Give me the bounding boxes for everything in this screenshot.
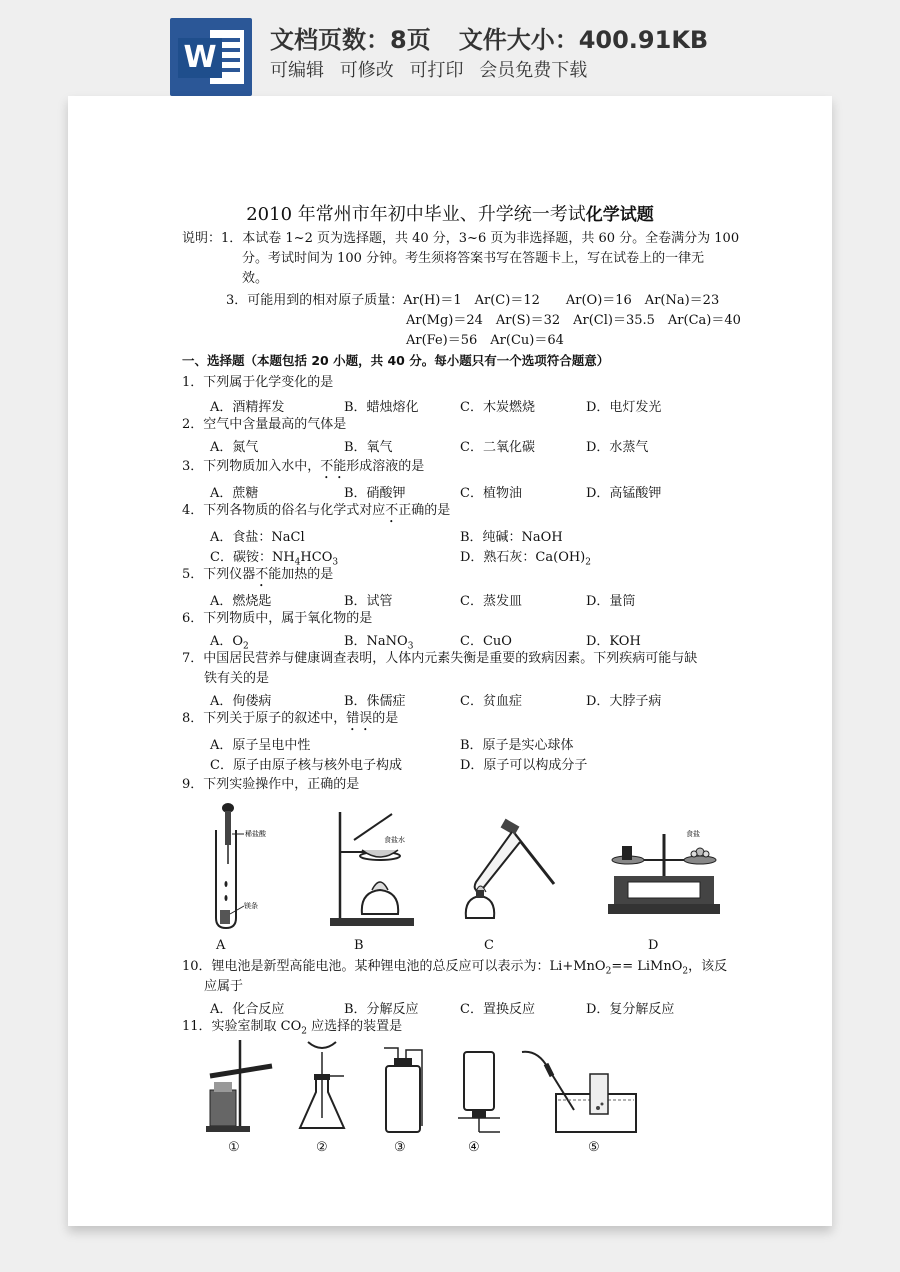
feature-printable: 可打印 — [409, 60, 464, 81]
option-b: B．原子是实心球体 — [460, 738, 574, 753]
notes-line: 说明：1．本试卷 1~2 页为选择题，共 40 分，3~6 页为非选择题，共 60 分。全卷满分为 100 — [182, 231, 740, 246]
question-stem — [182, 566, 333, 590]
emphasis-text: 错误 — [346, 711, 373, 726]
question-stem — [182, 458, 424, 482]
question-stem — [182, 502, 450, 526]
formula-text: D．熟石灰：Ca(OH) — [460, 550, 586, 565]
question-stem — [182, 958, 727, 981]
option-b: B．试管 — [344, 594, 393, 609]
option-a: A．氮气 — [210, 440, 259, 455]
fig-balance — [606, 824, 722, 920]
stem-text: == LiMnO — [611, 959, 683, 974]
option-d — [460, 546, 591, 568]
formula-text: B．NaNO — [344, 634, 408, 649]
option-d: D．大脖子病 — [586, 694, 662, 709]
fig-evaporating-dish — [324, 810, 424, 932]
question-stem: 2．空气中含量最高的气体是 — [182, 417, 347, 432]
option-c: C．木炭燃烧 — [460, 400, 535, 415]
emphasis-text: 不能 — [320, 459, 347, 474]
feature-member-download: 会员免费下载 — [479, 60, 588, 81]
option-c: C．原子由原子核与核外电子构成 — [210, 758, 402, 773]
option-c: C．二氧化碳 — [460, 440, 535, 455]
notes-line: 分。考试时间为 100 分钟。考生须将答案书写在答题卡上，写在试卷上的一律无 — [242, 251, 705, 266]
option-c: C．蒸发皿 — [460, 594, 522, 609]
question-stem: 9．下列实验操作中，正确的是 — [182, 777, 360, 792]
option-a: A．原子呈电中性 — [210, 738, 311, 753]
stem-text: 5．下列仪器 — [182, 567, 256, 582]
question-stem: 1．下列属于化学变化的是 — [182, 375, 334, 390]
fig-label-3: ③ — [394, 1140, 406, 1155]
option-a: A．佝偻病 — [210, 694, 272, 709]
stem-text: 10．锂电池是新型高能电池。某种锂电池的总反应可以表示为：Li+MnO — [182, 959, 606, 974]
page-count: 文档页数：8页 — [270, 26, 431, 54]
subscript: 2 — [243, 641, 249, 652]
label-salt-water: 食盐水 — [384, 836, 405, 844]
stem-text: 11．实验室制取 CO — [182, 1019, 302, 1034]
icon-letter: W — [178, 38, 222, 78]
subscript: 2 — [585, 557, 591, 568]
label-mg: 镁条 — [244, 902, 258, 910]
fig-label-a: A — [216, 938, 226, 953]
stem-text: 能加热的是 — [268, 567, 334, 582]
fig-apparatus-1 — [202, 1038, 278, 1136]
stem-text: 4．下列各物质的俗名与化学式对应 — [182, 503, 386, 518]
stem-text: ，该反 — [688, 959, 728, 974]
fig-apparatus-4 — [454, 1048, 506, 1138]
subscript: 2 — [605, 966, 612, 977]
option-d: D．KOH — [586, 634, 641, 649]
emphasis-text: 不 — [255, 567, 269, 582]
option-d: D．水蒸气 — [586, 440, 649, 455]
subscript: 3 — [332, 557, 339, 568]
stem-text: 正确的是 — [398, 503, 451, 518]
question-stem-cont: 铁有关的是 — [204, 671, 270, 686]
fig-label-5: ⑤ — [588, 1140, 600, 1155]
fig-label-4: ④ — [468, 1140, 480, 1155]
option-d: D．高锰酸钾 — [586, 486, 662, 501]
fig-label-b: B — [354, 938, 364, 953]
emphasis-text: 不 — [385, 503, 399, 518]
subscript: 2 — [301, 1026, 308, 1037]
fig-apparatus-3 — [378, 1046, 430, 1136]
document-page — [68, 96, 832, 1226]
notes-line: 效。 — [242, 271, 269, 286]
option-b: B．分解反应 — [344, 1002, 419, 1017]
option-a: A．化合反应 — [210, 1002, 285, 1017]
question-stem: 6．下列物质中，属于氧化物的是 — [182, 611, 373, 626]
question-stem — [182, 710, 398, 734]
option-d: D．量筒 — [586, 594, 636, 609]
fig-apparatus-5 — [518, 1048, 640, 1138]
section-heading: 一、选择题（本题包括 20 小题，共 40 分。每小题只有一个选项符合题意） — [182, 353, 610, 368]
option-a: A．蔗糖 — [210, 486, 259, 501]
option-d: D．复分解反应 — [586, 1002, 675, 1017]
fig-dropper-test-tube — [198, 802, 278, 930]
question-stem-cont: 应属于 — [204, 979, 244, 994]
option-b — [344, 630, 413, 652]
subscript: 4 — [294, 557, 301, 568]
option-a: A．酒精挥发 — [210, 400, 285, 415]
stem-text: 3．下列物质加入水中， — [182, 459, 321, 474]
option-a: A．燃烧匙 — [210, 594, 272, 609]
option-c — [210, 546, 338, 568]
label-salt: 食盐 — [686, 830, 700, 838]
fig-label-c: C — [484, 938, 494, 953]
fig-apparatus-2 — [294, 1038, 350, 1136]
feature-editable: 可编辑 — [270, 60, 324, 81]
atomic-mass-line: Ar(Mg)＝24 Ar(S)＝32 Ar(Cl)＝35.5 Ar(Ca)＝40 — [406, 313, 741, 328]
formula-text: A．O — [210, 634, 244, 649]
option-b: B．侏儒症 — [344, 694, 406, 709]
download-banner — [0, 0, 900, 96]
formula-text: C．碳铵：NH — [210, 550, 295, 565]
option-c: C．CuO — [460, 634, 512, 649]
atomic-mass-line: 3．可能用到的相对原子质量：Ar(H)＝1 Ar(C)＝12 Ar(O)＝16 Ar(Na)＝23 — [226, 293, 720, 308]
option-b: B．氧气 — [344, 440, 393, 455]
option-d: D．原子可以构成分子 — [460, 758, 588, 773]
question-stem: 7．中国居民营养与健康调查表明，人体内元素失衡是重要的致病因素。下列疾病可能与缺 — [182, 651, 698, 666]
fig-heating-test-tube — [458, 818, 568, 926]
option-d: D．电灯发光 — [586, 400, 662, 415]
option-b: B．蜡烛熔化 — [344, 400, 419, 415]
fig-label-1: ① — [228, 1140, 240, 1155]
atomic-mass-line: Ar(Fe)＝56 Ar(Cu)＝64 — [406, 333, 564, 348]
option-b: B．纯碱：NaOH — [460, 530, 563, 545]
stem-text: 8．下列关于原子的叙述中， — [182, 711, 347, 726]
label-hcl: 稀盐酸 — [245, 830, 266, 838]
option-a — [210, 630, 249, 652]
subscript: 2 — [682, 966, 689, 977]
option-c: C．植物油 — [460, 486, 522, 501]
feature-modifiable: 可修改 — [339, 60, 394, 81]
word-document-icon — [170, 18, 252, 96]
formula-text: HCO — [300, 550, 333, 565]
feature-list — [270, 56, 597, 82]
page-title — [68, 200, 832, 226]
stem-text: 形成溶液的是 — [346, 459, 425, 474]
option-b: B．硝酸钾 — [344, 486, 406, 501]
subscript: 3 — [407, 641, 414, 652]
stem-text: 应选择的装置是 — [307, 1019, 403, 1034]
stem-text: 的是 — [372, 711, 399, 726]
title-main: 2010 年常州市年初中毕业、升学统一考试 — [246, 204, 586, 225]
title-subject: 化学试题 — [585, 205, 654, 225]
fig-label-2: ② — [316, 1140, 328, 1155]
file-size: 文件大小：400.91KB — [458, 26, 709, 54]
file-info — [270, 20, 708, 55]
option-c: C．置换反应 — [460, 1002, 535, 1017]
fig-label-d: D — [648, 938, 659, 953]
option-c: C．贫血症 — [460, 694, 522, 709]
option-a: A．食盐：NaCl — [210, 530, 305, 545]
